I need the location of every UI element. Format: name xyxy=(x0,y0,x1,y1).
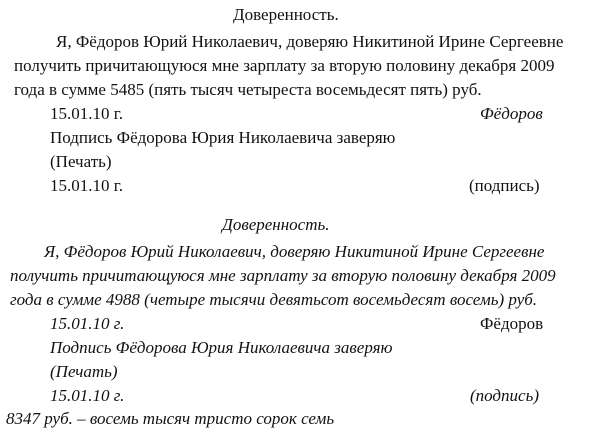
poa-2-paragraph-line-2: получить причитающуюся мне зарплату за вторую половину декабря 2009 xyxy=(10,266,556,285)
poa-1-title: Доверенность. xyxy=(233,5,339,24)
poa-1-paragraph-line-2: получить причитающуюся мне зарплату за вторую половину декабря 2009 xyxy=(14,56,555,75)
poa-2-title: Доверенность. xyxy=(222,215,330,234)
poa-2-paragraph-line-1: Я, Фёдоров Юрий Николаевич, доверяю Никитиной Ирине Сергеевне xyxy=(44,242,545,261)
poa-2-certify-date: 15.01.10 г. xyxy=(50,386,125,405)
poa-2-paragraph-line-3: года в сумме 4988 (четыре тысячи девятьсот восемьдесят восемь) руб. xyxy=(10,290,538,309)
poa-2-seal-text: (Печать) xyxy=(50,362,118,381)
poa-1-certify-text: Подпись Фёдорова Юрия Николаевича заверяю xyxy=(50,128,396,147)
poa-2-signature-label: (подпись) xyxy=(470,386,539,405)
poa-2-certify-text: Подпись Фёдорова Юрия Николаевича заверяю xyxy=(50,338,393,357)
footer-note: 8347 руб. – восемь тысяч тристо сорок семь xyxy=(6,409,335,428)
poa-1-date: 15.01.10 г. xyxy=(50,104,124,123)
poa-2-signature-name: Фёдоров xyxy=(480,314,544,333)
poa-1-certify-date: 15.01.10 г. xyxy=(50,176,124,195)
poa-1-seal-text: (Печать) xyxy=(50,152,112,171)
poa-2-date: 15.01.10 г. xyxy=(50,314,125,333)
poa-1-paragraph-line-3: года в сумме 5485 (пять тысяч четыреста восемьдесят пять) руб. xyxy=(14,80,482,99)
poa-1-paragraph-line-1: Я, Фёдоров Юрий Николаевич, доверяю Никитиной Ирине Сергеевне xyxy=(56,32,564,51)
poa-1-signature-label: (подпись) xyxy=(469,176,540,195)
poa-1-signature-name: Фёдоров xyxy=(480,104,543,123)
